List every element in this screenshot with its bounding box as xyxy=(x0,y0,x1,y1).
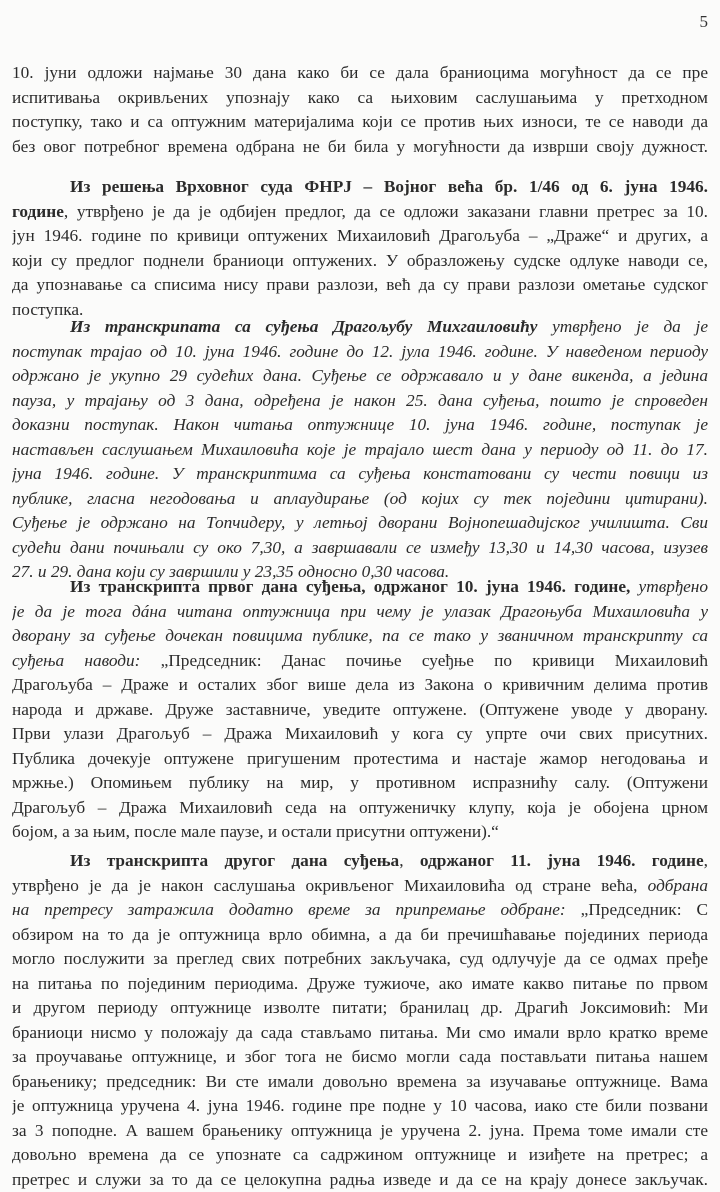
text-line: поступак трајао од 10. јуна 1946. године до 12. јула 1946. године. У наведеном периоду xyxy=(12,340,708,365)
text-line: је да је тога дáна читана оптужница при чему је улазак Драгоњуба Михаиловића у xyxy=(12,600,708,625)
text-line: и другом периоду оптужнице изволте питати; бранилац др. Драгић Јоксимовић: Ми xyxy=(12,996,708,1021)
text-line: испитивања окривљених упознају како са њиховим саслушањима у претходном xyxy=(12,86,708,111)
text-line: на питања по појединим периодима. Друже тужиоче, ако имате какво питање по првом xyxy=(12,972,708,997)
paragraph-5 xyxy=(12,849,708,1192)
text-line: је оптужница уручена 4. јуна 1946. године пре подне у 10 часова, иако сте били позвани xyxy=(12,1094,708,1119)
text-line: Суђење је одржано на Топчидеру, у летњој дворани Војнопешадијског училишта. Сви xyxy=(12,511,708,536)
text-line: без овог потребног времена одбрана не би била у могућности да изврши своју дужност. xyxy=(12,135,708,160)
text-line: одржано је укупно 29 судећих дана. Суђење се одржавало и у дане викенда, а једина xyxy=(12,364,708,389)
text-line: 10. јуни одложи најмање 30 дана како би се дала браниоцима могућност да се пре xyxy=(12,61,708,86)
text-run: утврђено xyxy=(630,577,708,596)
paragraph-3 xyxy=(12,315,708,585)
text-line: мржње.) Опомињем публику на мир, у противном испразнићу салу. (Оптужени xyxy=(12,771,708,796)
text-line xyxy=(12,649,708,674)
text-line xyxy=(12,315,708,340)
quote-run: „Председник: С xyxy=(566,900,708,919)
text-line: Драгољуб – Дража Михаиловић седа на оптуженичку клупу, која је обојена црном xyxy=(12,796,708,821)
text-run: утврђено је да је xyxy=(537,317,708,336)
paragraph-heading: Из транскрипта првог дана суђења, одржаног 10. јуна 1946. године, xyxy=(70,577,630,596)
paragraph-2 xyxy=(12,175,708,322)
text-line: јун 1946. године по кривици оптужених Михаиловић Драгољуба – „Драже“ и других, а xyxy=(12,224,708,249)
text-line: могло послужити за преглед свих потребних закључака, суд одлучује да се одмах пређе xyxy=(12,947,708,972)
text-line: за проучавање оптужнице, и због тога не бисмо могли сада постављати питања нашем xyxy=(12,1045,708,1070)
text-line: довољно времена да се упознате са садржином оптужнице и изиђете на претрес; а xyxy=(12,1143,708,1168)
text-run: , xyxy=(399,851,420,870)
text-line: дворану за суђење дочекан повицима публике, па се тако у званичном транскрипту са xyxy=(12,624,708,649)
text-line: доказни поступак. Након читања оптужнице 10. јуна 1946. године, поступак је xyxy=(12,413,708,438)
text-run: суђења наводи: xyxy=(12,651,140,670)
quote-run: „Председник: Данас почиње суеђње по кривици Михаиловић xyxy=(140,651,708,670)
text-line: народа и државе. Друже заставниче, уведите оптужене. (Оптужене уводе у дворану. xyxy=(12,698,708,723)
text-line: поступку, тако и са оптужним материјалима који се против њих износи, те се наводи да xyxy=(12,110,708,135)
text-line: Драгољуба – Драже и осталих због више дела из Закона о кривичним делима против xyxy=(12,673,708,698)
text-line: публике, гласна негодовања и аплаудирање (од којих су тек поједини цитирани). xyxy=(12,487,708,512)
paragraph-heading: Из транскрипта другог дана суђења xyxy=(70,851,399,870)
text-line: судећи дани почињали су око 7,30, а завршавали се између 13,30 и 14,30 часова, изузев xyxy=(12,536,708,561)
text-line: да упознавање са списима нису прави разлози, већ да су прави разлози ометање судског xyxy=(12,273,708,298)
paragraph-heading-date: одржаног 11. јуна 1946. године xyxy=(420,851,704,870)
text-line: поступка. xyxy=(12,298,708,323)
paragraph-4 xyxy=(12,575,708,845)
text-run: , xyxy=(704,851,708,870)
heading-continuation: године xyxy=(12,202,64,221)
page-number: 5 xyxy=(700,12,709,32)
text-line: који су предлог поднели браниоци оптужених. У образложењу судске одлуке наводи се, xyxy=(12,249,708,274)
text-line xyxy=(12,874,708,899)
text-run: одбрана xyxy=(648,876,708,895)
paragraph-heading: Из транскрипата са суђења Драгољубу Михгаиловићу xyxy=(70,317,537,336)
text-run: утврђено је да је након саслушања окривљеног Михаиловића од стране већа, xyxy=(12,876,648,895)
text-run: на претресу затражила додатно време за припремање одбране: xyxy=(12,900,566,919)
text-line: Публика дочекује оптужене пригушеним протестима и настаје жамор негодовања и xyxy=(12,747,708,772)
text-line: јуна 1946. године. У транскриптима са суђења констатовани су чести повици из xyxy=(12,462,708,487)
paragraph-1 xyxy=(12,61,708,159)
text-line: претрес и служи за то да се целокупна радња изведе и да се на крају донесе закључак. xyxy=(12,1168,708,1192)
text-line: настављен саслушањем Михаиловића које је трајало шест дана у периоду од 11. до 17. xyxy=(12,438,708,463)
text-line: браниоци нисмо у положају да сада стављамо питања. Ми смо имали врло кратко време xyxy=(12,1021,708,1046)
text-line: Први улази Драгољуб – Дража Михаиловић у кога су упрте очи свих присутних. xyxy=(12,722,708,747)
text-line xyxy=(12,898,708,923)
text-line: обзиром на то да је оптужница врло обимна, а да би пречишћавање појединих периода xyxy=(12,923,708,948)
text-line: брањенику; председник: Ви сте имали довољно времена за изучавање оптужнице. Вама xyxy=(12,1070,708,1095)
text-line xyxy=(12,575,708,600)
text-line xyxy=(12,849,708,874)
paragraph-heading: Из решења Врховног суда ФНРЈ – Војног већа бр. 1/46 од 6. јуна 1946. xyxy=(12,175,708,200)
text-line: 27. и 29. дана који су завршили у 23,35 односно 0,30 часова. xyxy=(12,560,708,585)
text-run: , утврђено је да је одбијен предлог, да се одложи заказани главни претрес за 10. xyxy=(64,202,708,221)
text-line xyxy=(12,200,708,225)
text-line: бојом, а за њим, после мале паузе, и остали присутни оптужени).“ xyxy=(12,820,708,845)
text-line: пауза, у трајању од 3 дана, одређена је након 25. дана суђења, пошто је спроведен xyxy=(12,389,708,414)
text-line: за 3 поподне. А вашем брањенику оптужница је уручена 2. јуна. Према томе имали сте xyxy=(12,1119,708,1144)
